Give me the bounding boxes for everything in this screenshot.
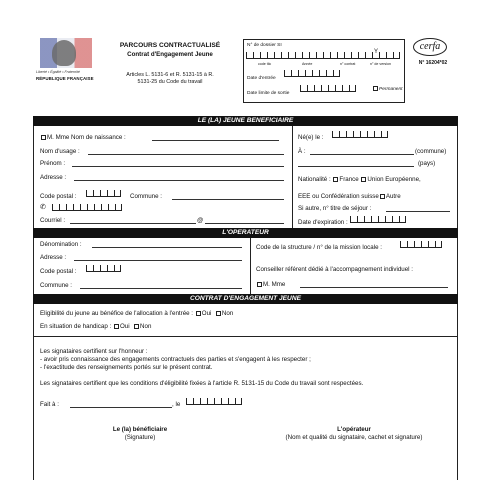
- civilite-checkbox[interactable]: [41, 135, 46, 140]
- prenom-field[interactable]: [72, 166, 284, 167]
- dossier-number-label: N° de dossier SI: [247, 43, 282, 48]
- courriel-label: Courriel :: [40, 217, 66, 224]
- signataire-jeune-title: Le (la) bénéficiaire: [112, 426, 168, 433]
- nom-naissance-field[interactable]: [152, 140, 279, 141]
- commune-label: Commune :: [130, 193, 162, 200]
- dossier-box: [243, 39, 405, 103]
- phone-boxes[interactable]: [52, 204, 122, 211]
- op-adresse-field[interactable]: [74, 260, 242, 261]
- denomination-label: Dénomination :: [40, 241, 82, 248]
- code-structure-boxes[interactable]: [400, 241, 442, 248]
- op-code-postal-label: Code postal :: [40, 268, 77, 275]
- commune-hint: (commune): [415, 148, 447, 155]
- permanent-checkbox[interactable]: [373, 86, 378, 91]
- signature-date-boxes[interactable]: [186, 398, 242, 405]
- adresse-field[interactable]: [74, 180, 284, 181]
- eligibilite-row: Eligibilité du jeune au bénéfice de l'allocation à l'entrée : Oui Non: [40, 310, 234, 317]
- cerfa-logo: cerfa: [413, 38, 447, 56]
- op-commune-label: Commune :: [40, 282, 72, 289]
- section-operateur-header: L'OPERATEUR: [33, 228, 458, 238]
- conseiller-nom-field[interactable]: [300, 287, 448, 288]
- birthdate-boxes[interactable]: [332, 131, 388, 138]
- conseiller-civilite-row: M. Mme: [256, 281, 285, 288]
- civilite-row: M. Mme Nom de naissance :: [40, 134, 126, 141]
- nom-usage-label: Nom d'usage :: [40, 148, 80, 155]
- section-jeune-divider: [292, 126, 293, 228]
- commune-field[interactable]: [172, 199, 284, 200]
- eligibilite-oui-checkbox[interactable]: [196, 311, 201, 316]
- op-commune-field[interactable]: [80, 288, 242, 289]
- op-code-postal-boxes[interactable]: [86, 265, 121, 272]
- conseiller-label: Conseiller référent dédié à l'accompagnement individuel :: [256, 266, 413, 273]
- republic-motto: Liberté • Égalité • Fraternité: [36, 70, 80, 74]
- date-sortie-boxes[interactable]: [300, 85, 356, 92]
- lieu-commune-field[interactable]: [310, 154, 414, 155]
- phone-icon: ✆: [40, 204, 46, 211]
- ne-le-label: Né(e) le :: [298, 134, 324, 141]
- date-expiration-boxes[interactable]: [350, 216, 406, 223]
- code-postal-label: Code postal :: [40, 193, 77, 200]
- op-adresse-label: Adresse :: [40, 254, 67, 261]
- handicap-oui-checkbox[interactable]: [114, 324, 119, 329]
- honneur-point-1: - avoir pris connaissance des engagements contractuels des parties et s'engagent à les respecter ;: [40, 356, 311, 363]
- fait-a-label: Fait à :: [40, 401, 59, 408]
- signataire-jeune-hint: (Signature): [124, 434, 156, 441]
- date-expiration-label: Date d'expiration :: [298, 219, 348, 226]
- section-contrat-header: CONTRAT D'ENGAGEMENT JEUNE: [33, 294, 458, 304]
- nationalite-ue-checkbox[interactable]: [361, 177, 366, 182]
- eligibilite-non-checkbox[interactable]: [216, 311, 221, 316]
- nom-usage-field[interactable]: [88, 154, 284, 155]
- adresse-label: Adresse :: [40, 174, 67, 181]
- signataire-operateur-title: L'opérateur: [337, 426, 371, 433]
- honneur-point-2: - l'exactitude des renseignements portés sur le présent contrat.: [40, 364, 213, 371]
- legal-references: Articles L. 5131-6 et R. 5131-15 à R. 5131-25 du Code du travail: [126, 72, 214, 85]
- signataire-operateur-hint: (Nom et qualité du signataire, cachet et signature): [285, 434, 423, 441]
- handicap-row: En situation de handicap : Oui Non: [40, 323, 152, 330]
- code-structure-label: Code de la structure / n° de la mission locale :: [256, 244, 382, 251]
- eee-row: EEE ou Confédération suisse Autre: [298, 193, 401, 200]
- honneur-text: Les signataires certifient sur l'honneur :: [40, 348, 148, 355]
- marianne-logo: [34, 38, 100, 84]
- date-entree-label: Date d'entrée: [247, 76, 276, 81]
- sub-label-version: n° de version: [370, 62, 392, 66]
- pays-hint: (pays): [418, 160, 436, 167]
- lieu-pays-field[interactable]: [298, 166, 414, 167]
- section-operateur-divider: [250, 238, 251, 294]
- le-label: , le: [172, 401, 181, 408]
- section-jeune-header: LE (LA) JEUNE BENEFICIAIRE: [33, 116, 458, 126]
- dossier-y-mark: Y: [374, 49, 379, 55]
- courriel-domain-field[interactable]: [205, 223, 284, 224]
- at-sign: @: [197, 217, 204, 224]
- nationalite-row: Nationalité : France Union Européenne,: [298, 176, 421, 183]
- fait-a-field[interactable]: [70, 407, 172, 408]
- lieu-label: À :: [298, 148, 306, 155]
- courriel-user-field[interactable]: [70, 223, 196, 224]
- handicap-non-checkbox[interactable]: [134, 324, 139, 329]
- prenom-label: Prénom :: [40, 160, 66, 167]
- titre-sejour-field[interactable]: [386, 211, 450, 212]
- permanent-option: Permanent: [372, 86, 402, 92]
- titre-sejour-label: Si autre, n° titre de séjour :: [298, 205, 372, 212]
- conditions-text: Les signataires certifient que les conditions d'éligibilité fixées à l'article R. 5131-15 du Code du travail sont respectées.: [40, 380, 364, 387]
- date-sortie-label: Date limite de sortie: [247, 91, 290, 96]
- sub-label-code: code tiic: [258, 62, 272, 66]
- form-subtitle: Contrat d'Engagement Jeune: [127, 51, 213, 58]
- republic-name: RÉPUBLIQUE FRANÇAISE: [36, 76, 94, 81]
- code-postal-boxes[interactable]: [86, 190, 121, 197]
- sub-label-annee: Année: [302, 62, 313, 66]
- marianne-icon: [52, 40, 76, 66]
- sub-label-contrat: n° contrat: [340, 62, 356, 66]
- form-title: PARCOURS CONTRACTUALISÉ: [119, 42, 221, 49]
- denomination-field[interactable]: [92, 247, 242, 248]
- nationalite-france-checkbox[interactable]: [333, 177, 338, 182]
- contrat-separator: [33, 336, 458, 337]
- dossier-number-boxes[interactable]: [246, 52, 400, 59]
- date-entree-boxes[interactable]: [284, 70, 340, 77]
- nationalite-eee-checkbox[interactable]: [380, 194, 385, 199]
- cerfa-number: N° 16204*02: [418, 60, 448, 66]
- conseiller-civilite-checkbox[interactable]: [257, 282, 262, 287]
